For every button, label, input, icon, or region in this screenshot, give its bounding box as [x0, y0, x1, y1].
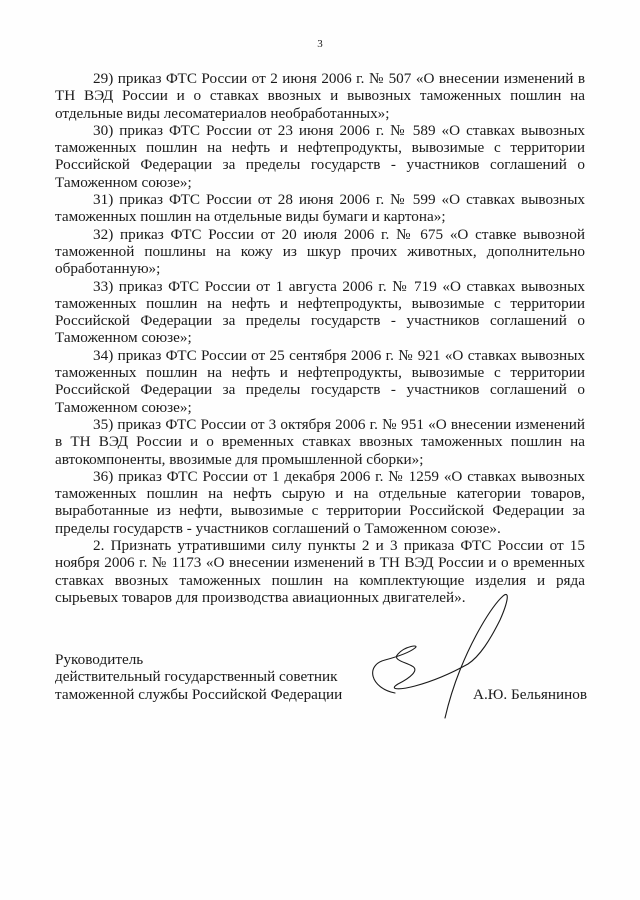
list-item-34: 34) приказ ФТС России от 25 сентября 2006 г. № 921 «О ставках вывозных таможенных пошлин на нефть и нефтепродукты, вывозимые с территории Российской Федерации за пределы государств - участников соглашений о Таможенном союзе»;: [55, 346, 585, 416]
document-body: [55, 70, 585, 606]
list-item-35: 35) приказ ФТС России от 3 октября 2006 г. № 951 «О внесении изменений в ТН ВЭД России и о временных ставках ввозных таможенных пошлин на автокомпоненты, ввозимые для промышленной сборки»;: [55, 415, 585, 468]
signer-title-line-2: действительный государственный советник: [55, 668, 338, 686]
page-number: 3: [317, 38, 323, 50]
signer-name: А.Ю. Бельянинов: [473, 685, 588, 703]
signer-title-line-1: Руководитель: [55, 651, 144, 668]
list-item-30: 30) приказ ФТС России от 23 июня 2006 г. № 589 «О ставках вывозных таможенных пошлин на нефть и нефтепродукты, вывозимые с территории Российской Федерации за пределы государств - участников соглашений о Таможенном союзе»;: [55, 121, 585, 191]
handwritten-signature-icon: [360, 590, 560, 730]
list-item-29: 29) приказ ФТС России от 2 июня 2006 г. № 507 «О внесении изменений в ТН ВЭД России и о ставках ввозных и вывозных таможенных пошлин на отдельные виды лесоматериалов необработанных»;: [55, 70, 585, 122]
signer-title-line-3: таможенной службы Российской Федерации: [55, 685, 343, 703]
list-item-33: 33) приказ ФТС России от 1 августа 2006 г. № 719 «О ставках вывозных таможенных пошлин на нефть и нефтепродукты, вывозимые с территории Российской Федерации за пределы государств - участников соглашений о Таможенном союзе»;: [55, 277, 585, 347]
list-item-31: 31) приказ ФТС России от 28 июня 2006 г. № 599 «О ставках вывозных таможенных пошлин на отдельные виды бумаги и картона»;: [55, 191, 585, 226]
list-item-32: 32) приказ ФТС России от 20 июля 2006 г. № 675 «О ставке вывозной таможенной пошлины на кожу из шкур прочих животных, дополнительно обработанную»;: [55, 225, 585, 278]
list-item-36: 36) приказ ФТС России от 1 декабря 2006 г. № 1259 «О ставках вывозных таможенных пошлин на нефть сырую и на отдельные категории товаров, выработанные из нефти, вывозимые с территории Российской Федерации за пределы государств - участников соглашений о Таможенном союзе».: [55, 467, 585, 537]
clause-2: 2. Признать утратившими силу пункты 2 и 3 приказа ФТС России от 15 ноября 2006 г. № 1173 «О внесении изменений в ТН ВЭД России и о временных ставках ввозных таможенных пошлин на комплектующие изделия и ряда сырьевых товаров для производства авиационных двигателей».: [55, 537, 585, 606]
